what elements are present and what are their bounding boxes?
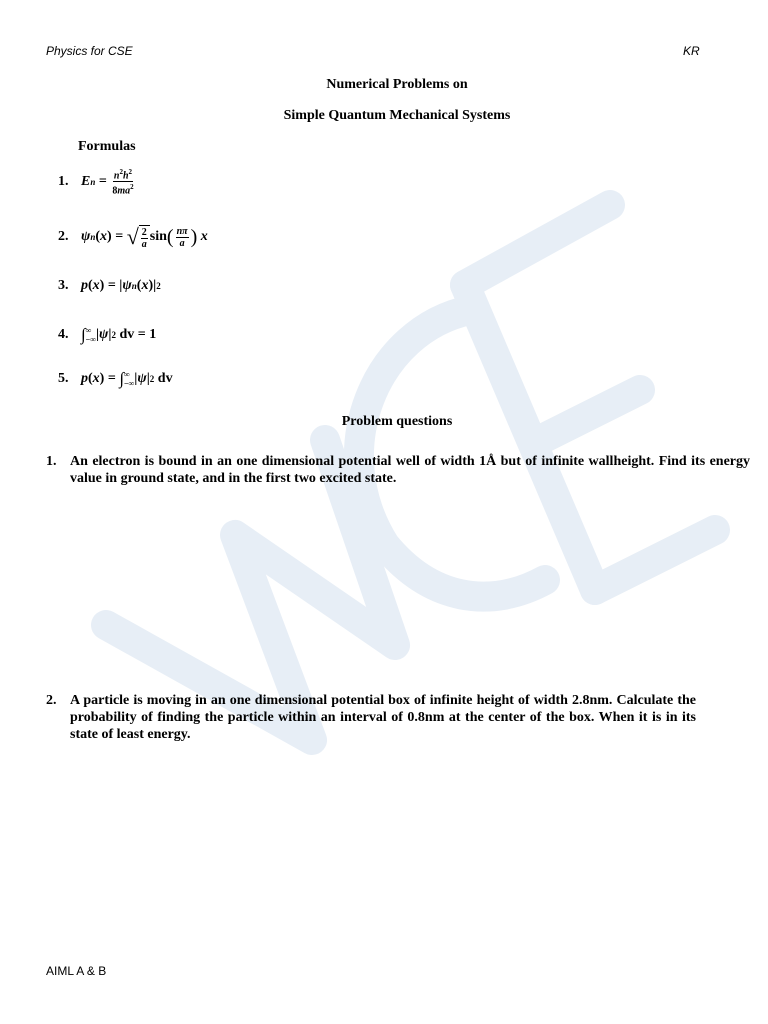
- formula-number: 5.: [58, 371, 69, 386]
- problem-text: An electron is bound in an one dimensional potential well of width 1Å but of infinite wallheight. Find its energy value in ground state, and in the first two excited state.: [70, 454, 750, 486]
- formula-5: 5. p ( x ) = ∫ ∞ −∞ | ψ | 2 dv: [58, 369, 173, 388]
- formula-4: 4. ∫ ∞ −∞ | ψ | 2 dv = 1: [58, 325, 157, 344]
- footer-class-label: AIML A & B: [46, 964, 107, 978]
- sqrt-symbol: √ $\frac{2}{a}$: [127, 224, 150, 250]
- energy-fraction: $\frac{n^2h^2}{8ma^2}$: [112, 168, 134, 197]
- formula-number: 3.: [58, 278, 69, 293]
- problem-questions-heading: Problem questions: [341, 414, 453, 429]
- formula-number: 4.: [58, 327, 69, 342]
- formula-3: 3. p ( x ) = | ψ n ( x )| 2: [58, 278, 161, 293]
- problem-text: A particle is moving in an one dimensional potential box of infinite height of width 2.8nm. Calculate the probability of finding the particle within an interval of 0.8nm at the center of the box. When it is in its state of least energy.: [70, 693, 696, 742]
- integral-symbol: ∫ ∞ −∞: [119, 369, 135, 388]
- page-subtitle: Simple Quantum Mechanical Systems: [283, 108, 511, 123]
- header-initials: KR: [683, 44, 700, 58]
- formulas-heading: Formulas: [78, 139, 136, 154]
- formula-1: 1. E n = $\frac{n^2h^2}{8ma^2}$: [58, 168, 134, 197]
- header-course-title: Physics for CSE: [46, 44, 133, 58]
- problem-number: 1.: [46, 454, 57, 469]
- formula-number: 2.: [58, 229, 69, 244]
- integral-symbol: ∫ ∞ −∞: [81, 325, 96, 344]
- formula-2: 2. ψ n ( x ) = √ $\frac{2}{a}$ sin ( $\frac{n\pi}{a}$ ) x: [58, 224, 208, 250]
- problem-number: 2.: [46, 693, 57, 708]
- formula-number: 1.: [58, 173, 69, 189]
- problem-1: [46, 453, 750, 487]
- page-title: Numerical Problems on: [326, 77, 468, 92]
- problem-2: [46, 692, 696, 743]
